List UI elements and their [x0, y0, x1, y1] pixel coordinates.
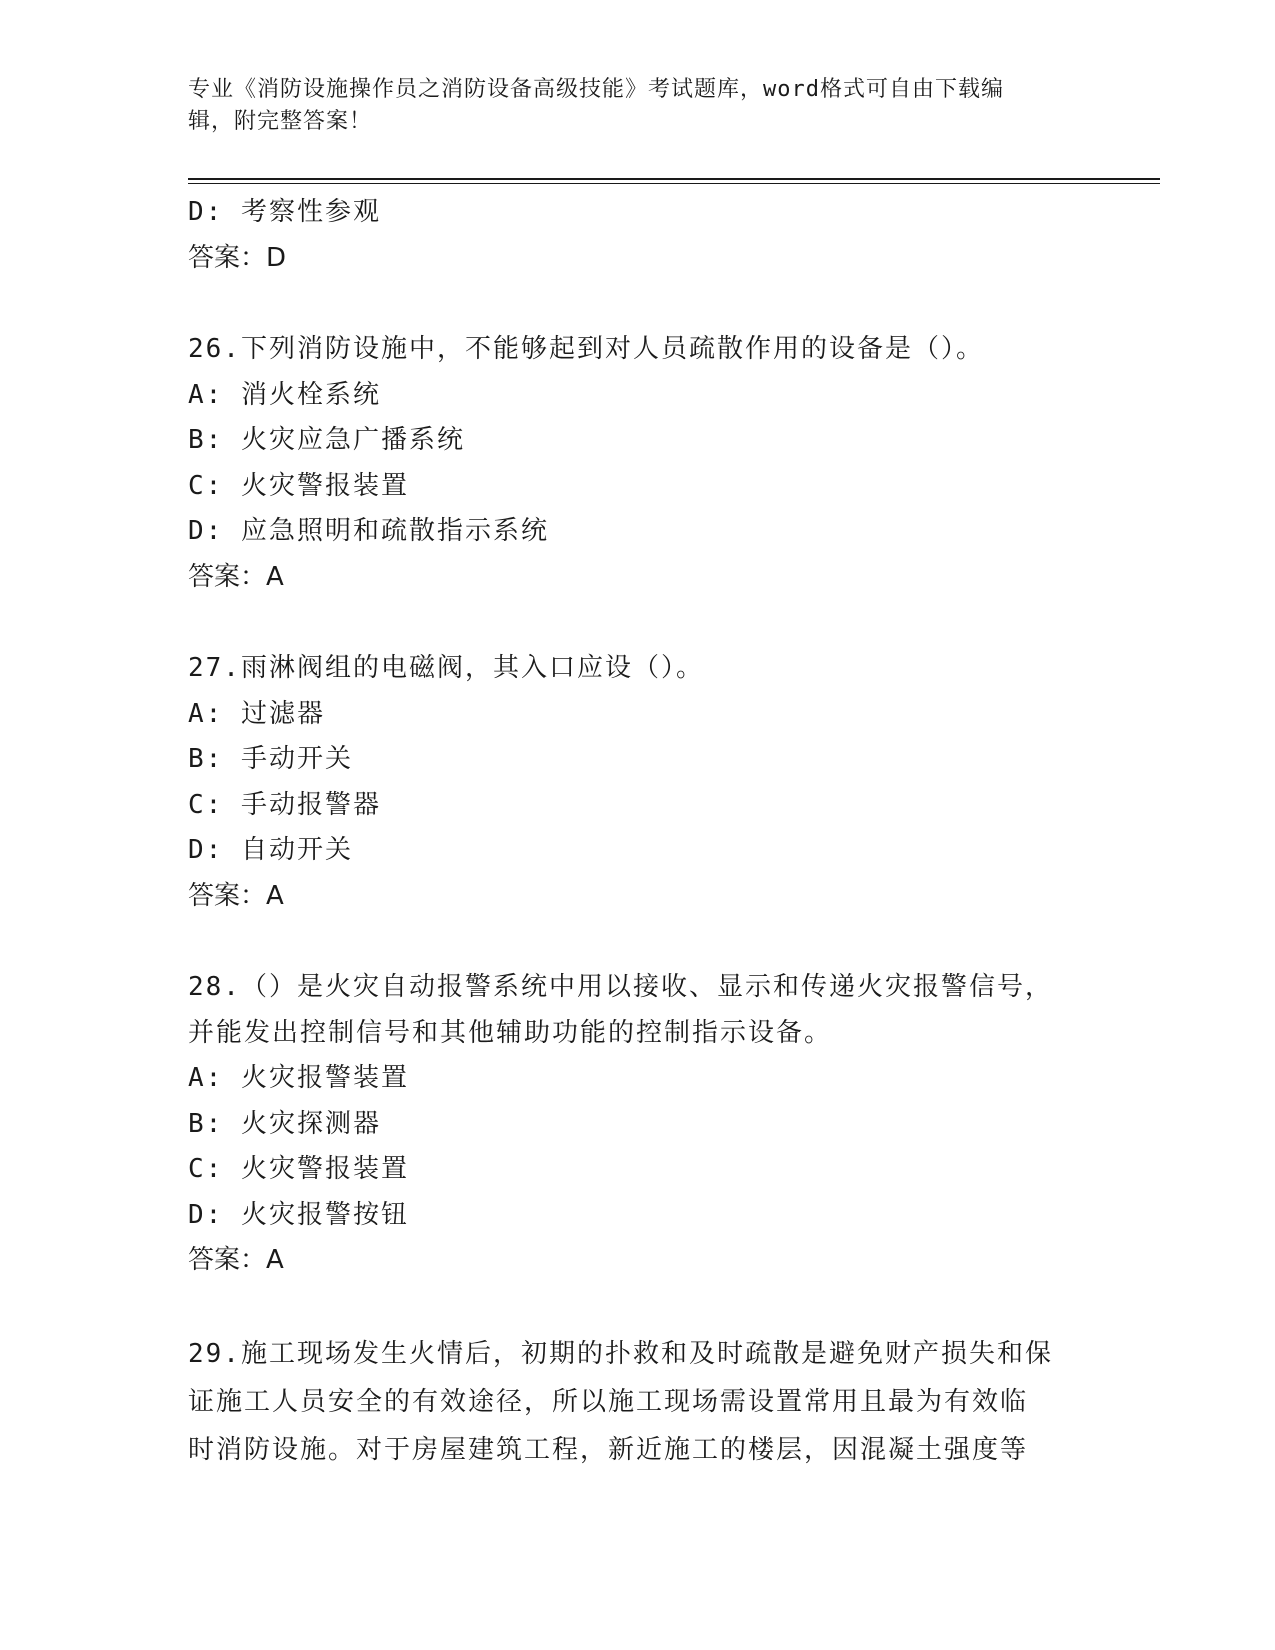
- question-27-stem: 27.雨淋阀组的电磁阀，其入口应设（）。: [188, 653, 704, 683]
- prev-question-answer: 答案：D: [188, 242, 287, 273]
- header-line-1: 专业《消防设施操作员之消防设备高级技能》考试题库，word格式可自由下载编: [188, 77, 1004, 102]
- question-27-option-c: C: 手动报警器: [188, 789, 381, 820]
- document-body: [188, 190, 1088, 1474]
- question-27-option-a: A: 过滤器: [188, 698, 325, 729]
- question-26-option-d: D: 应急照明和疏散指示系统: [188, 516, 549, 546]
- question-26: [188, 327, 1088, 600]
- question-28-answer: 答案：A: [188, 1245, 284, 1275]
- question-29-stem-line-3: 时消防设施。对于房屋建筑工程，新近施工的楼层，因混凝土强度等: [188, 1434, 1029, 1465]
- spacer: [188, 281, 1088, 327]
- question-27: [188, 646, 1088, 919]
- question-28: [188, 965, 1088, 1284]
- question-28-stem-line-1: 28.（）是火灾自动报警系统中用以接收、显示和传递火灾报警信号，: [188, 972, 1053, 1002]
- question-26-option-b: B: 火灾应急广播系统: [188, 425, 465, 455]
- spacer: [188, 919, 1088, 965]
- question-27-option-d: D: 自动开关: [188, 835, 353, 865]
- header-divider-thick: [188, 178, 1160, 180]
- question-27-answer: 答案：A: [188, 880, 284, 911]
- spacer: [188, 600, 1088, 646]
- prev-question-option-d: D: 考察性参观: [188, 197, 381, 227]
- question-29-stem-line-1: 29.施工现场发生火情后，初期的扑救和及时疏散是避免财产损失和保: [188, 1338, 1053, 1369]
- question-26-option-c: C: 火灾警报装置: [188, 470, 409, 501]
- spacer: [188, 1284, 1088, 1330]
- question-26-option-a: A: 消火栓系统: [188, 379, 381, 410]
- question-28-option-c: C: 火灾警报装置: [188, 1154, 409, 1184]
- question-29: [188, 1330, 1088, 1474]
- question-28-option-a: A: 火灾报警装置: [188, 1063, 409, 1093]
- document-header: [188, 74, 1088, 138]
- question-27-option-b: B: 手动开关: [188, 744, 353, 774]
- question-26-answer: 答案：A: [188, 561, 284, 592]
- question-29-stem-line-2: 证施工人员安全的有效途径，所以施工现场需设置常用且最为有效临: [188, 1386, 1029, 1417]
- question-28-stem-line-2: 并能发出控制信号和其他辅助功能的控制指示设备。: [188, 1017, 833, 1048]
- header-divider-thin: [188, 183, 1160, 184]
- question-28-option-d: D: 火灾报警按钮: [188, 1199, 409, 1230]
- header-line-2: 辑，附完整答案！: [188, 109, 373, 134]
- question-28-option-b: B: 火灾探测器: [188, 1108, 381, 1139]
- question-26-stem: 26.下列消防设施中，不能够起到对人员疏散作用的设备是（）。: [188, 334, 984, 364]
